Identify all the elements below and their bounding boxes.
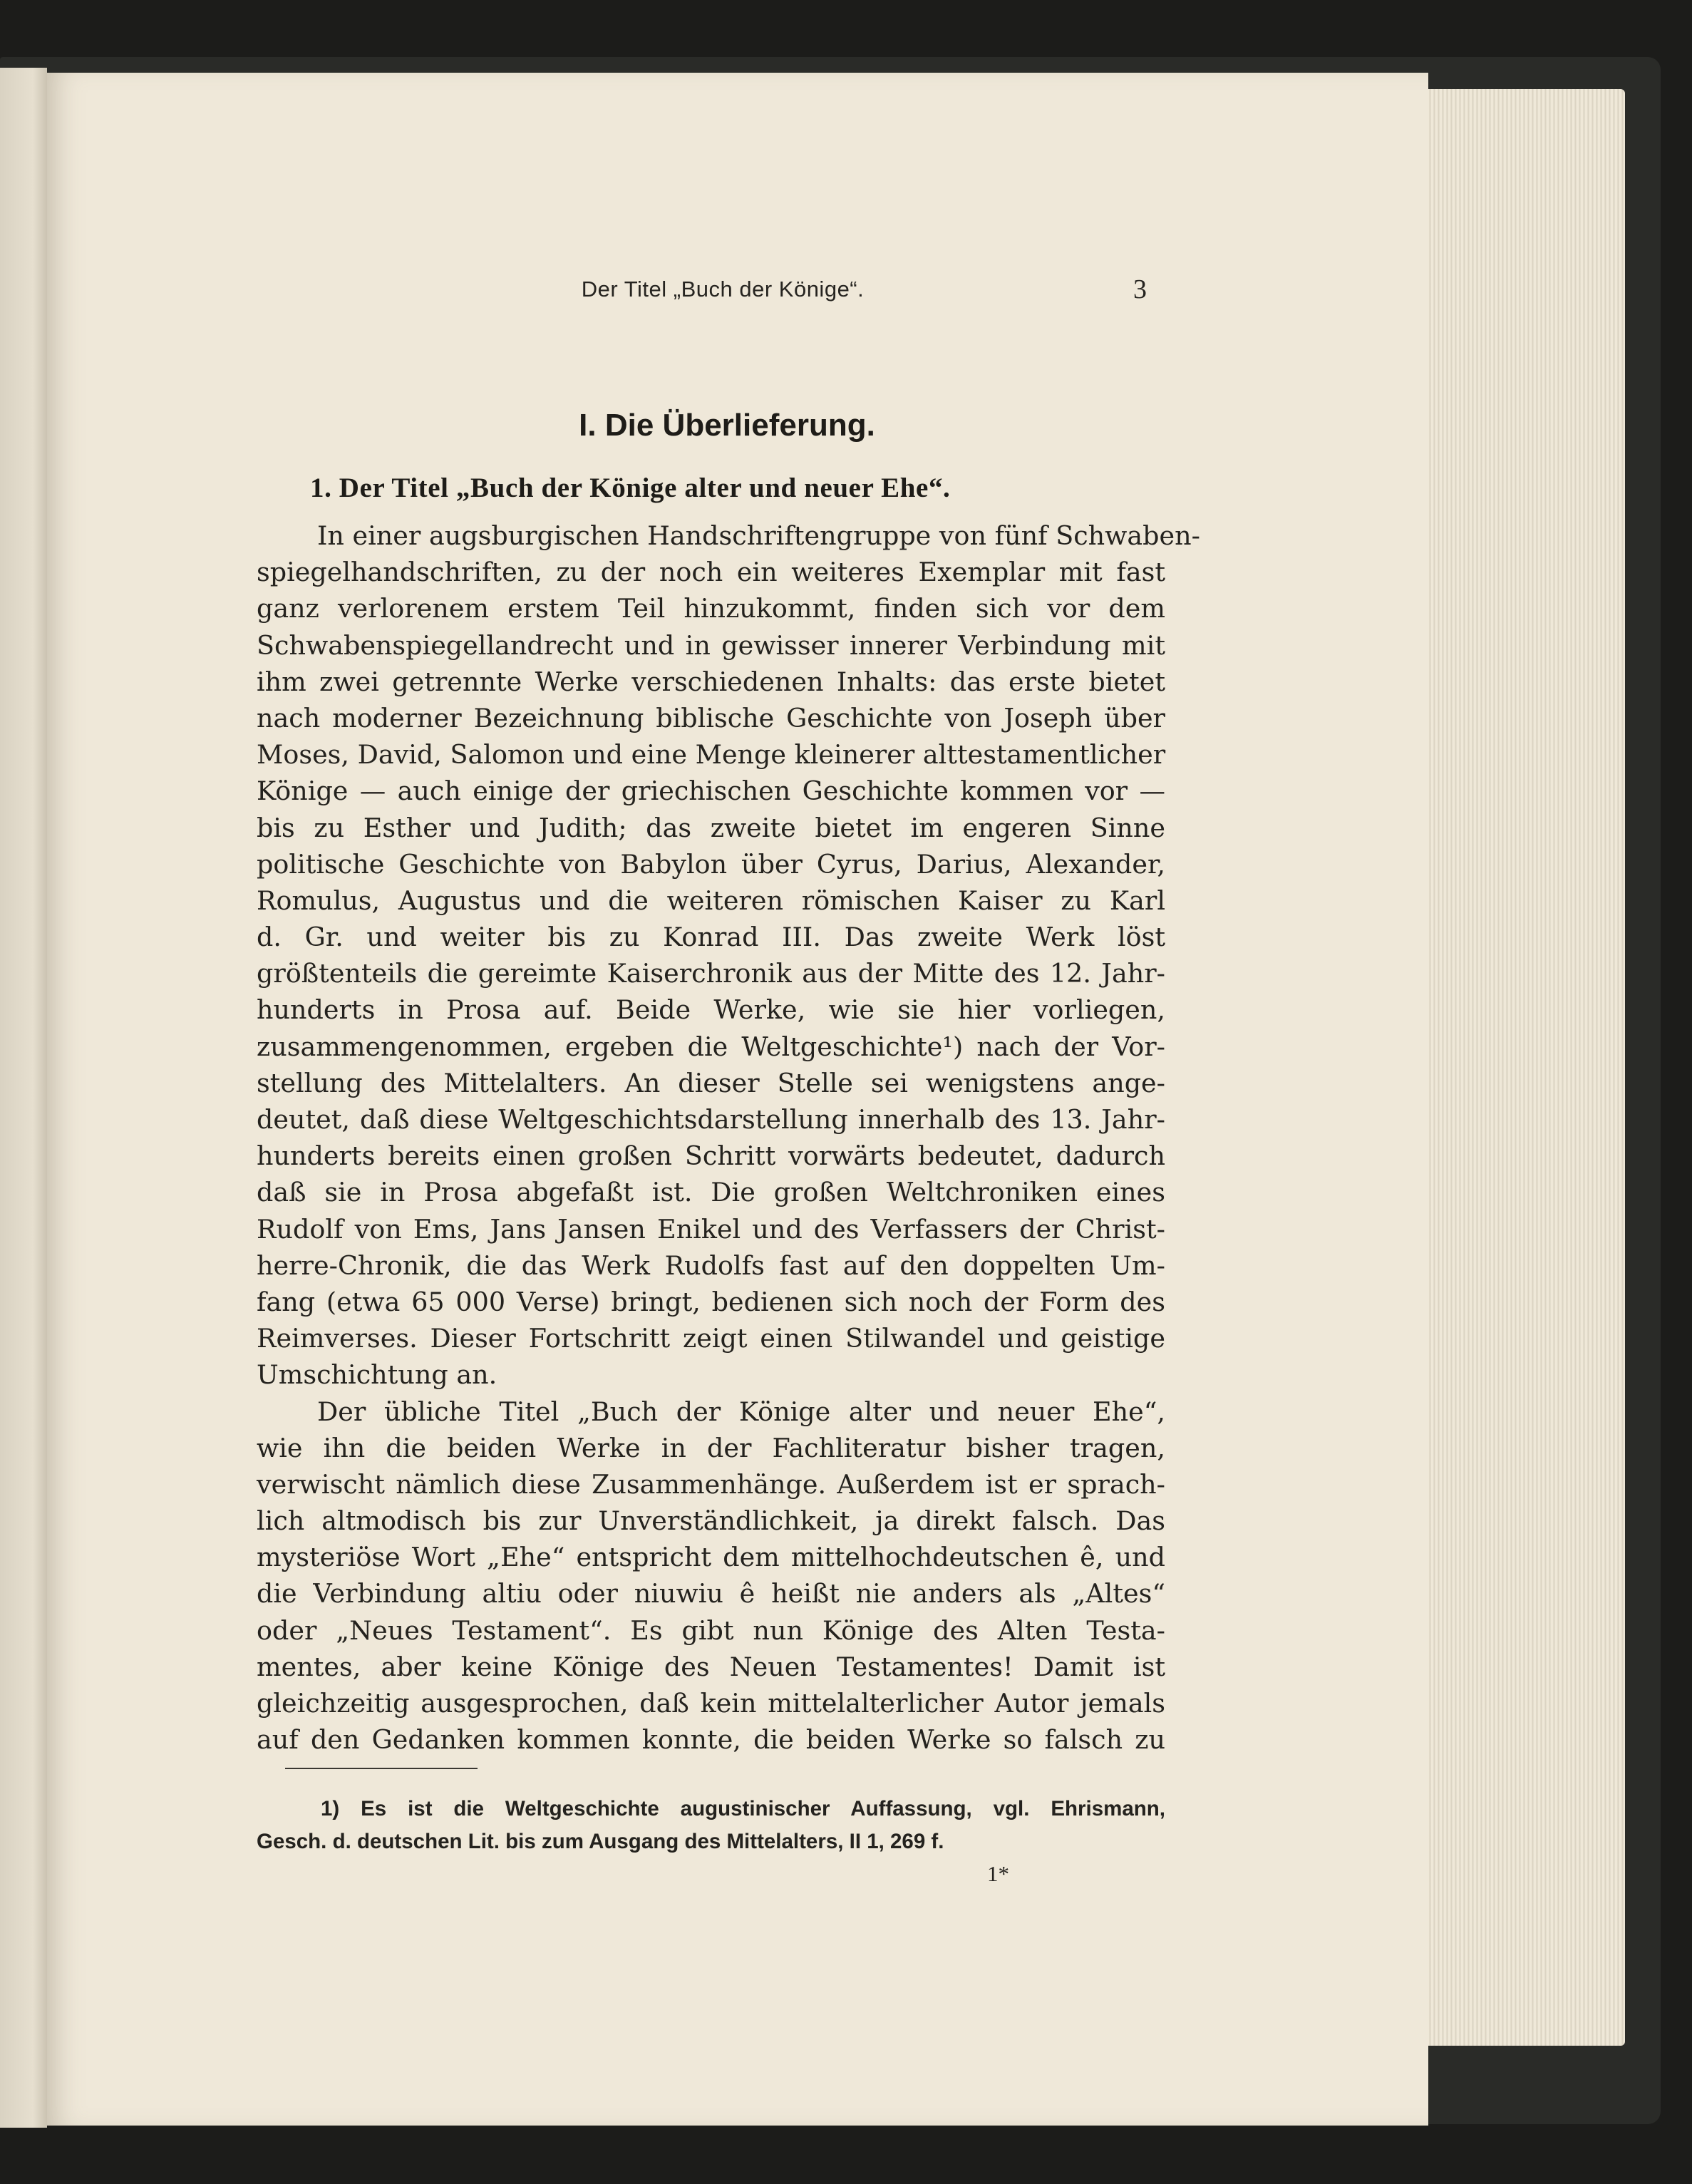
text-line: deutet, daß diese Weltgeschichtsdarstellung innerhalb des 13. Jahr- — [257, 1104, 1165, 1135]
text-line: oder „Neues Testament“. Es gibt nun Könige des Alten Testa- — [257, 1614, 1165, 1646]
footnote — [257, 1793, 1165, 1858]
text-line: Reimverses. Dieser Fortschritt zeigt einen Stilwandel und geistige — [257, 1323, 1165, 1354]
text-line: politische Geschichte von Babylon über Cyrus, Darius, Alexander, — [257, 848, 1165, 880]
text-line: daß sie in Prosa abgefaßt ist. Die großen Weltchroniken eines — [257, 1177, 1165, 1208]
text-line: nach moderner Bezeichnung biblische Geschichte von Joseph über — [257, 702, 1165, 733]
text-line: größtenteils die gereimte Kaiserchronik aus der Mitte des 12. Jahr- — [257, 958, 1165, 989]
text-line: mysteriöse Wort „Ehe“ entspricht dem mittelhochdeutschen ê, und — [257, 1542, 1165, 1573]
signature-mark: 1* — [987, 1861, 1009, 1886]
text-line: ganz verlorenem erstem Teil hinzukommt, finden sich vor dem — [257, 593, 1165, 624]
text-line: hunderts in Prosa auf. Beide Werke, wie sie hier vorliegen, — [257, 994, 1165, 1026]
section-heading: 1. Der Titel „Buch der Könige alter und neuer Ehe“. — [310, 473, 951, 503]
text-line: stellung des Mittelalters. An dieser Stelle sei wenigstens ange- — [257, 1067, 1165, 1098]
text-line: verwischt nämlich diese Zusammenhänge. Außerdem ist er sprach- — [257, 1468, 1165, 1500]
chapter-heading: I. Die Überlieferung. — [579, 408, 875, 443]
text-line: ihm zwei getrennte Werke verschiedenen Inhalts: das erste bietet — [257, 666, 1165, 697]
text-line: Schwabenspiegellandrecht und in gewisser innerer Verbindung mit — [257, 629, 1165, 661]
text-line: d. Gr. und weiter bis zu Konrad III. Das zweite Werk löst — [257, 922, 1165, 953]
text-line: mentes, aber keine Könige des Neuen Testamentes! Damit ist — [257, 1651, 1165, 1682]
text-line: lich altmodisch bis zur Unverständlichkeit, ja direkt falsch. Das — [257, 1505, 1165, 1537]
footnote-line: Gesch. d. deutschen Lit. bis zum Ausgang des Mittelalters, II 1, 269 f. — [257, 1830, 944, 1853]
text-line: fang (etwa 65 000 Verse) bringt, bedienen sich noch der Form des — [257, 1286, 1165, 1317]
text-line: Umschichtung an. — [257, 1359, 497, 1391]
text-line: Rudolf von Ems, Jans Jansen Enikel und des Verfassers der Christ- — [257, 1213, 1165, 1245]
text-line: Romulus, Augustus und die weiteren römischen Kaiser zu Karl — [257, 885, 1165, 916]
text-line: spiegelhandschriften, zu der noch ein weiteres Exemplar mit fast — [257, 557, 1165, 588]
text-line: gleichzeitig ausgesprochen, daß kein mittelalterlicher Autor jemals — [257, 1688, 1165, 1719]
page-number: 3 — [1133, 274, 1147, 304]
text-line: Moses, David, Salomon und eine Menge kleinerer alttestamentlicher — [257, 739, 1166, 771]
text-line: bis zu Esther und Judith; das zweite bietet im engeren Sinne — [257, 812, 1165, 843]
text-line: auf den Gedanken kommen konnte, die beiden Werke so falsch zu — [257, 1724, 1165, 1756]
text-line: In einer augsburgischen Handschriftengruppe von fünf Schwaben- — [317, 520, 1200, 551]
text-line: herre-Chronik, die das Werk Rudolfs fast auf den doppelten Um- — [257, 1250, 1165, 1281]
running-head-title: Der Titel „Buch der Könige“. — [581, 277, 865, 302]
text-line: Der übliche Titel „Buch der Könige alter und neuer Ehe“, — [317, 1396, 1165, 1427]
text-line: wie ihn die beiden Werke in der Fachliteratur bisher tragen, — [257, 1432, 1165, 1463]
text-line: die Verbindung altiu oder niuwiu ê heißt nie anders als „Altes“ — [257, 1578, 1165, 1609]
text-line: hunderts bereits einen großen Schritt vorwärts bedeutet, dadurch — [257, 1140, 1165, 1172]
facing-page-edge — [0, 68, 47, 2128]
page-block-edges — [1418, 89, 1625, 2046]
text-line: Könige — auch einige der griechischen Geschichte kommen vor — — [257, 776, 1165, 807]
body-text — [257, 517, 1200, 1758]
footnote-rule — [285, 1768, 478, 1769]
text-line: zusammengenommen, ergeben die Weltgeschichte¹) nach der Vor- — [257, 1031, 1165, 1062]
footnote-line: 1) Es ist die Weltgeschichte augustinischer Auffassung, vgl. Ehrismann, — [321, 1797, 1165, 1820]
